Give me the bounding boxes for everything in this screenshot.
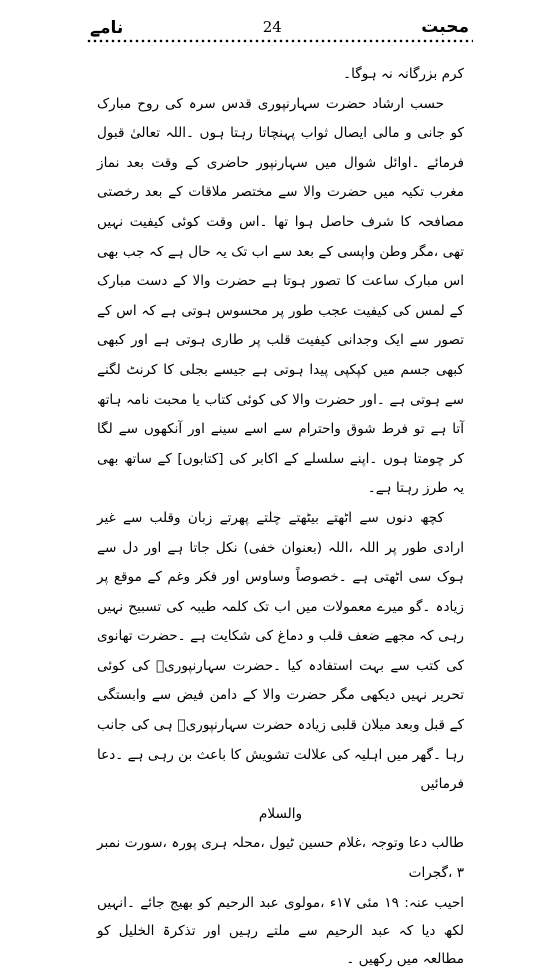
running-title-left: نامے xyxy=(90,17,124,38)
paragraph-2: حسب ارشاد حضرت سہارنپوری قدس سرہ کی روح مبارک کو جانی و مالی ایصال ثواب پہنچاتا رہتا ہوں ۔اللہ تعالیٰ قبول فرمائے ۔اوائل شوال میں سہارنپور حاضری کے وقت بعد نماز مغرب تکیہ میں حضرت والا سے مختصر ملاقات کے بعد رخصتی مصافحہ کا شرف حاصل ہوا تھا ۔اس وقت کوئی کیفیت نہیں تھی ،مگر وطن واپسی کے بعد سے اب تک یہ حال ہے کہ جب بھی اس مبارک ساعت کا تصور ہوتا ہے حضرت والا کے دست مبارک کے لمس کی کیفیت عجب طور پر محسوس ہوتی ہے کہ اس کے تصور سے ایک وجدانی کیفیت قلب پر طاری ہوتی ہے اور کبھی کبھی جسم میں کپکپی پیدا ہوتی ہے جیسے بجلی کا کرنٹ لگنے سے ہوتی ہے ۔اور حضرت والا کی کوئی کتاب یا محبت نامہ ہاتھ آتا ہے تو فرط شوق واحترام سے اسے سینے اور آنکھوں سے لگا کر چومتا ہوں ۔اپنے سلسلے کے اکابر کی [کتابوں] کے ساتھ بھی یہ طرز رہتا ہے۔ xyxy=(97,95,464,497)
page-header xyxy=(90,16,469,38)
dotted-header-rule xyxy=(86,39,473,43)
paragraph-3: کچھ دنوں سے اٹھتے بیٹھتے چلتے پھرتے زبان وقلب سے غیر ارادی طور پر اللہ ،اللہ (بعنوان خفی) نکل جاتا ہے اور دل سے ہوک سی اٹھتی ہے ۔خصوصاً وساوس اور فکر وغم کے موقع پر زیادہ ۔گو میرے معمولات میں اب تک کلمہ طیبہ کی تسبیح نہیں رہی کہ مجھے ضعف قلب و دماغ کی شکایت ہے ۔حضرت تھانوی کی کتب سے بہت استفادہ کیا ۔حضرت سہارنپوریؒ کی کوئی تحریر نہیں دیکھی مگر حضرت والا کے دامن فیض سے وابستگی کے قبل وبعد میلان قلبی زیادہ حضرت سہارنپوریؒ ہی کی جانب رہا ۔گھر میں اہلیہ کی علالت تشویش کا باعث بن رہی ہے ۔دعا فرمائیں xyxy=(97,509,464,793)
page-number: 24 xyxy=(262,18,282,36)
salutation: والسلام xyxy=(258,805,303,822)
signature: طالب دعا وتوجہ ،غلام حسین ٹیول ،محلہ ہری پورہ ،سورت نمبر ۳ ،گجرات xyxy=(97,835,464,882)
paragraph-1: کرم بزرگانہ نہ ہوگا۔ xyxy=(343,66,464,82)
letter-body xyxy=(97,60,464,973)
reply-note: احیب عنہ: ۱۹ مئی ۱۷ء ،مولوی عبد الرحیم کو بھیج جائے ۔انہیں لکھ دیا کہ عبد الرحیم سے ملتے رہیں اور تذکرۃ الخلیل کو مطالعہ میں رکھیں ۔ xyxy=(97,894,465,967)
running-title-right: محبت xyxy=(421,17,469,37)
